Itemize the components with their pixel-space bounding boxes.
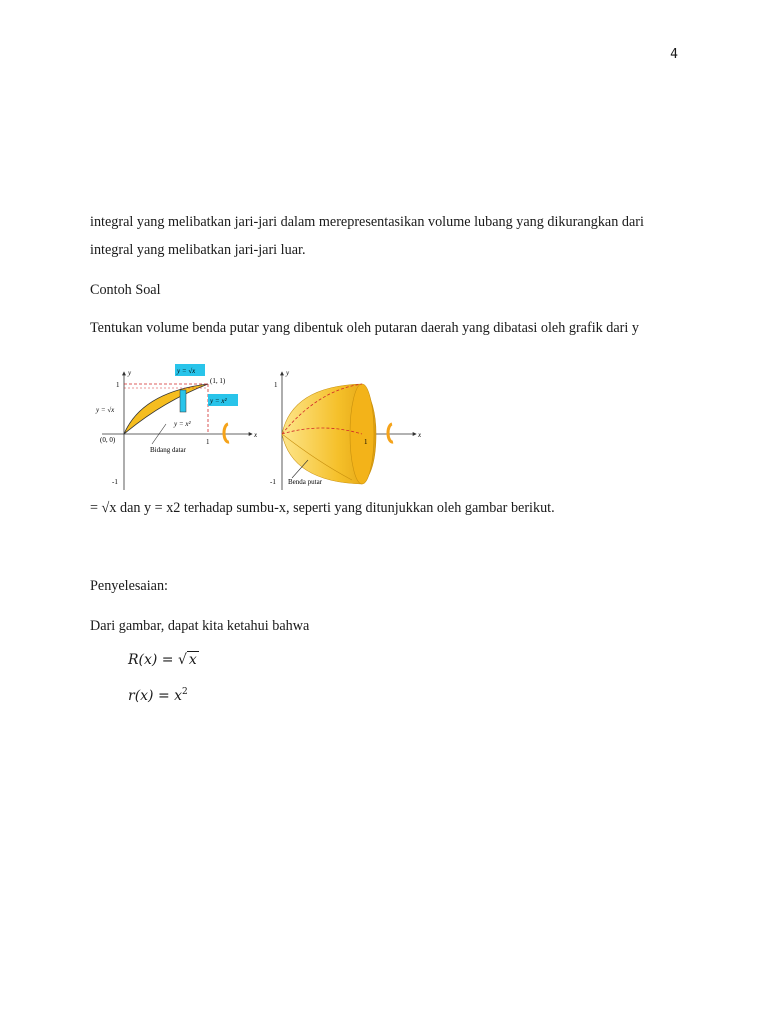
left-graph xyxy=(95,364,258,490)
equation-exponent: 2 xyxy=(182,687,188,697)
rotation-icon xyxy=(388,424,393,442)
right-tick-ym1: -1 xyxy=(270,478,276,486)
left-tick-ym1: -1 xyxy=(112,478,118,486)
label-point: (1, 1) xyxy=(210,377,226,385)
label-sqrt-top: y = √x xyxy=(177,367,196,375)
label-solid: Benda putar xyxy=(288,478,323,486)
section-heading: Contoh Soal xyxy=(90,282,161,298)
equation-lhs: r(x) = x xyxy=(128,688,183,704)
left-tick-x1: 1 xyxy=(206,438,210,446)
equation-radicand: x xyxy=(188,652,197,668)
equation-inner-radius xyxy=(128,688,188,704)
right-y-label: y xyxy=(286,369,290,377)
problem-statement: Tentukan volume benda putar yang dibentuk oleh putaran daerah yang dibatasi oleh grafik dari y xyxy=(90,320,639,336)
label-x2-inner: y = x² xyxy=(174,420,191,428)
equation-lhs: R(x) = xyxy=(128,652,178,668)
rotation-icon xyxy=(224,424,229,442)
figure-svg xyxy=(92,362,432,492)
paragraph-line: integral yang melibatkan jari-jari dalam merepresentasikan volume lubang yang dikurangkan dari xyxy=(90,214,644,230)
problem-statement-continued: = √x dan y = x2 terhadap sumbu-x, seperti yang ditunjukkan oleh gambar berikut. xyxy=(90,500,555,516)
sqrt-icon: √ xyxy=(178,652,187,668)
label-origin: (0, 0) xyxy=(100,436,116,444)
paragraph-line: integral yang melibatkan jari-jari luar. xyxy=(90,242,306,258)
solution-intro: Dari gambar, dapat kita ketahui bahwa xyxy=(90,618,310,634)
right-tick-x1: 1 xyxy=(364,438,368,446)
label-sqrt-left: y = √x xyxy=(96,406,115,414)
left-y-label: y xyxy=(128,369,132,377)
left-x-label: x xyxy=(254,431,258,439)
right-x-label: x xyxy=(418,431,422,439)
label-x2-right: y = x² xyxy=(210,397,227,405)
representative-strip xyxy=(180,390,186,412)
right-graph xyxy=(270,369,422,490)
solution-label: Penyelesaian: xyxy=(90,578,169,594)
right-tick-y1: 1 xyxy=(274,381,278,389)
label-region: Bidang datar xyxy=(150,446,186,454)
equation-outer-radius xyxy=(128,652,199,668)
figure-solid-of-revolution xyxy=(92,362,432,497)
paragraph-intro xyxy=(90,208,690,264)
page-number: 4 xyxy=(670,47,678,62)
left-tick-y1: 1 xyxy=(116,381,120,389)
region-bounded xyxy=(124,384,208,434)
